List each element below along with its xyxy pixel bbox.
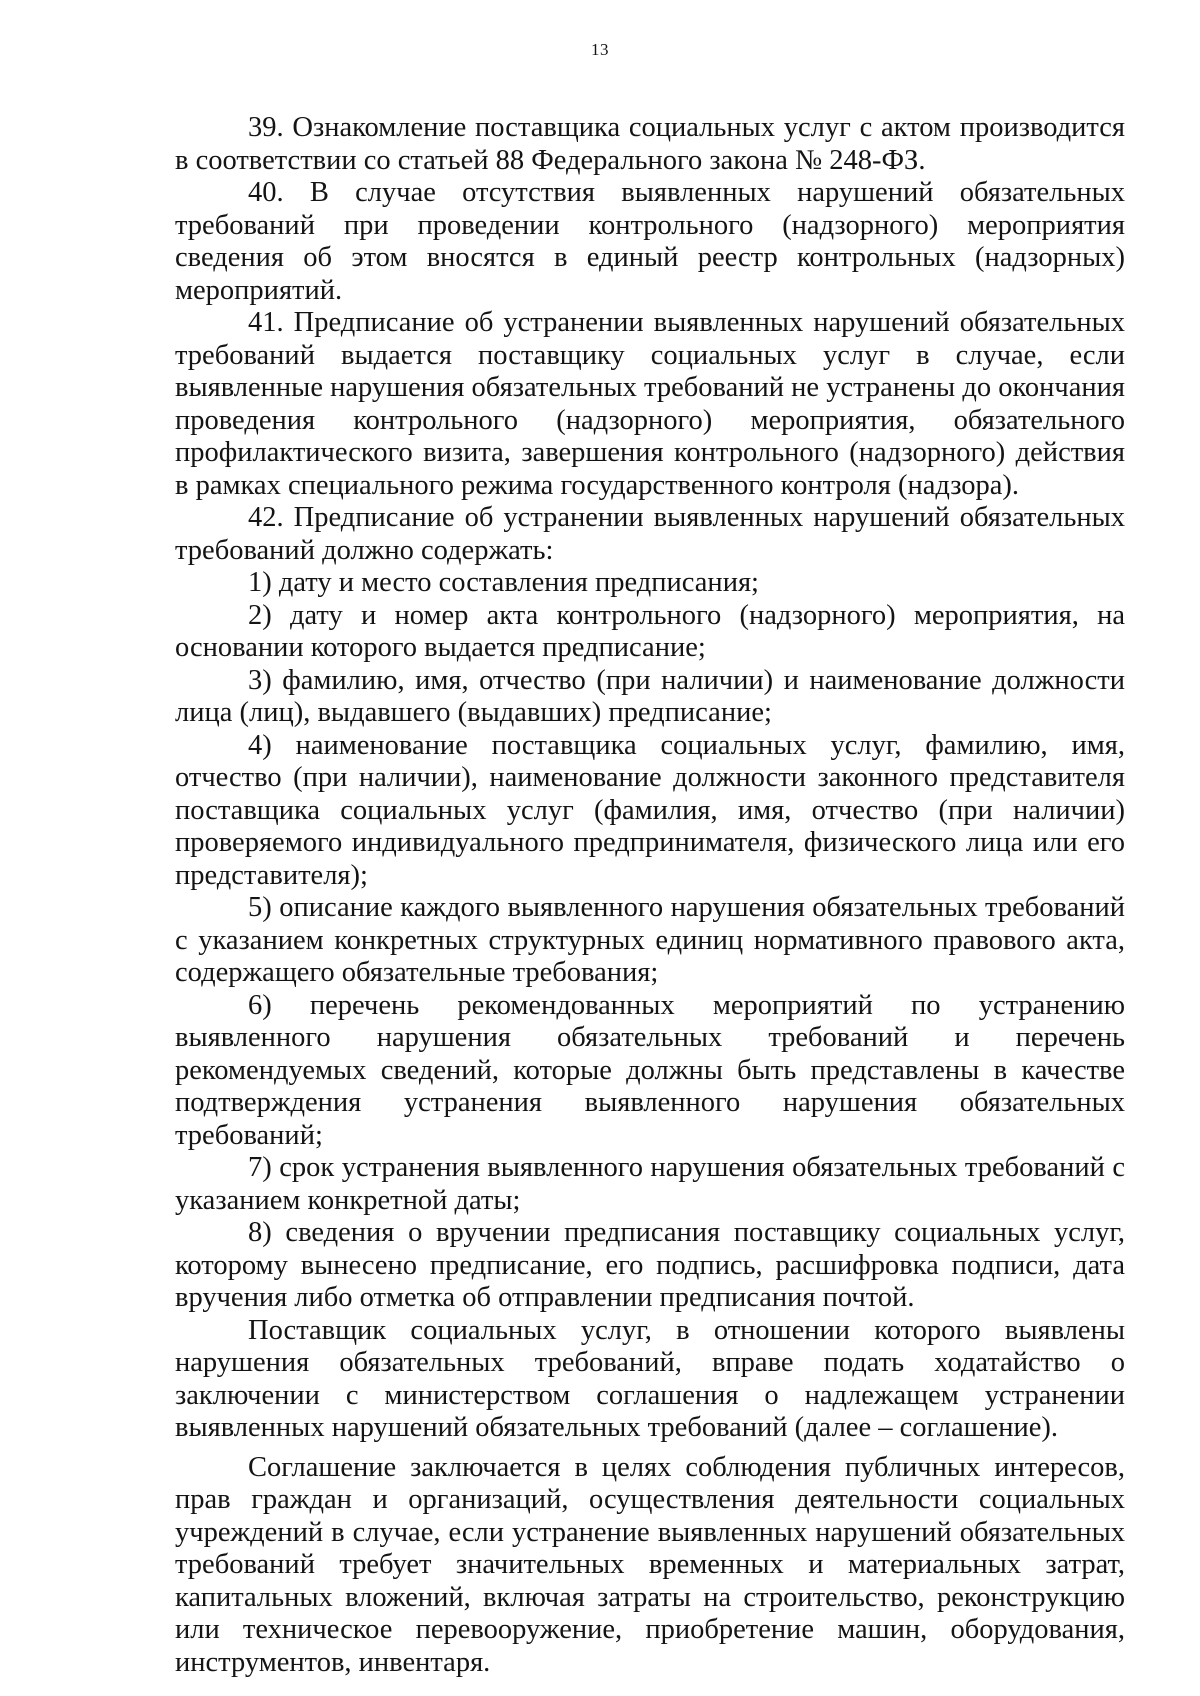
list-item-1: 1) дату и место составления предписания; (248, 567, 759, 598)
list-item-8: 8) сведения о вручении предписания поставщику социальных услуг, которому вынесено предписание, его подпись, расшифровка подписи, дата вручения либо отметка об отправлении предписания почтой. (175, 1217, 1125, 1313)
paragraph-42: 42. Предписание об устранении выявленных нарушений обязательных требований должно содержать: (175, 502, 1125, 566)
list-item-5: 5) описание каждого выявленного нарушения обязательных требований с указанием конкретных структурных единиц нормативного правового акта, содержащего обязательные требования; (175, 892, 1125, 988)
paragraph-39: 39. Ознакомление поставщика социальных услуг с актом производится в соответствии со статьей 88 Федерального закона № 248-ФЗ. (175, 112, 1125, 176)
list-item-7: 7) срок устранения выявленного нарушения обязательных требований с указанием конкретной даты; (175, 1152, 1125, 1216)
list-item-3: 3) фамилию, имя, отчество (при наличии) и наименование должности лица (лиц), выдавшего (выдавших) предписание; (175, 664, 1125, 728)
document-body (175, 112, 1125, 1679)
paragraph-41: 41. Предписание об устранении выявленных нарушений обязательных требований выдается поставщику социальных услуг в случае, если выявленные нарушения обязательных требований не устранены до окончания проведения контрольного (надзорного) мероприятия, обязательного профилактического визита, завершения контрольного (надзорного) действия в рамках специального режима государственного контроля (надзора). (175, 307, 1125, 501)
paragraph-40: 40. В случае отсутствия выявленных нарушений обязательных требований при проведении контрольного (надзорного) мероприятия сведения об этом вносятся в единый реестр контрольных (надзорных) мероприятий. (175, 177, 1125, 306)
paragraph-petition: Поставщик социальных услуг, в отношении которого выявлены нарушения обязательных требований, вправе подать ходатайство о заключении с министерством соглашения о надлежащем устранении выявленных нарушений обязательных требований (далее – соглашение). (175, 1314, 1125, 1443)
list-item-2: 2) дату и номер акта контрольного (надзорного) мероприятия, на основании которого выдается предписание; (175, 599, 1125, 663)
list-item-6: 6) перечень рекомендованных мероприятий по устранению выявленного нарушения обязательных требований и перечень рекомендуемых сведений, которые должны быть представлены в качестве подтверждения устранения выявленного нарушения обязательных требований; (175, 989, 1125, 1151)
list-item-4: 4) наименование поставщика социальных услуг, фамилию, имя, отчество (при наличии), наименование должности законного представителя поставщика социальных услуг (фамилия, имя, отчество (при наличии) проверяемого индивидуального предпринимателя, физического лица или его представителя); (175, 729, 1125, 891)
page-number: 13 (591, 40, 609, 59)
paragraph-agreement: Соглашение заключается в целях соблюдения публичных интересов, прав граждан и организаций, осуществления деятельности социальных учреждений в случае, если устранение выявленных нарушений обязательных требований требует значительных временных и материальных затрат, капитальных вложений, включая затраты на строительство, реконструкцию или техническое перевооружение, приобретение машин, оборудования, инструментов, инвентаря. (175, 1451, 1125, 1678)
